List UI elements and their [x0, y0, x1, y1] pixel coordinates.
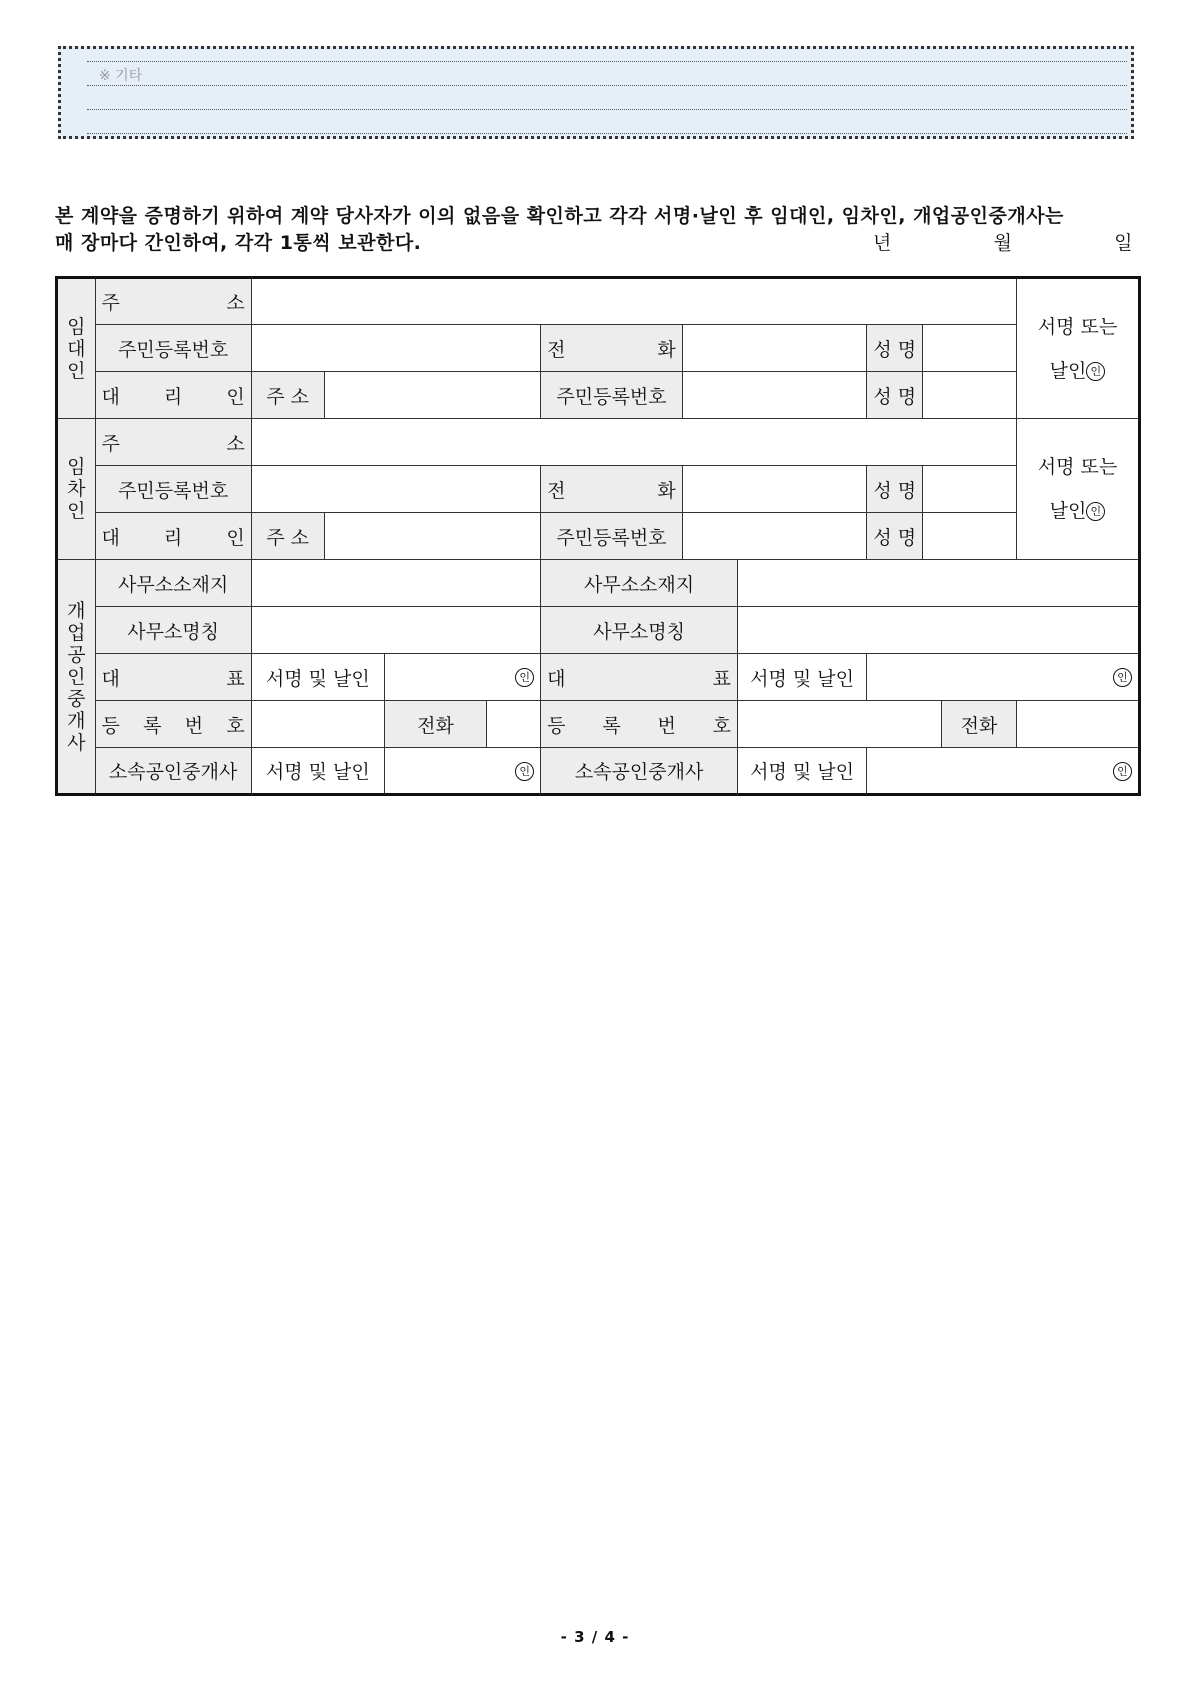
lessor-address-field[interactable] [251, 278, 1016, 325]
broker-section-label: 개 업 공 인 중 개 사 [57, 560, 96, 795]
broker-right-reg-no-field[interactable] [737, 701, 941, 748]
lessee-reg-field[interactable] [251, 466, 540, 513]
remarks-label: ※ 기타 [99, 68, 143, 84]
lessee-sign-cell[interactable] [1016, 419, 1139, 560]
lessee-reg-label: 주민등록번호 [95, 466, 251, 513]
lessor-sign-cell[interactable] [1016, 278, 1139, 419]
date-month-label: 월 [993, 232, 1013, 254]
lessee-address-label: 주 소 [95, 419, 251, 466]
lessor-agent-name-label: 성 명 [867, 372, 923, 419]
remarks-line [87, 109, 1127, 110]
lessee-section-label: 임 차 인 [57, 419, 96, 560]
lessor-agent-name-field[interactable] [923, 372, 1017, 419]
broker-left-reg-no-label: 등 록 번 호 [95, 701, 251, 748]
broker-left-office-location-field[interactable] [251, 560, 540, 607]
broker-right-office-location-field[interactable] [737, 560, 1139, 607]
lessor-agent-reg-field[interactable] [682, 372, 866, 419]
broker-left-affiliated-sign-label: 서명 및 날인 [251, 748, 384, 795]
lessee-agent-label: 대 리 인 [95, 513, 251, 560]
signature-table [55, 276, 1141, 796]
seal-icon: 인 [1113, 762, 1132, 781]
lessor-reg-label: 주민등록번호 [95, 325, 251, 372]
lessee-address-field[interactable] [251, 419, 1016, 466]
date-year-label: 년 [873, 232, 892, 254]
lessor-phone-field[interactable] [682, 325, 866, 372]
broker-left-affiliated-sign-field[interactable] [384, 748, 540, 795]
lessee-agent-reg-field[interactable] [682, 513, 866, 560]
lessor-agent-addr-field[interactable] [324, 372, 541, 419]
remarks-line [87, 133, 1127, 134]
remarks-field-1[interactable] [87, 87, 1127, 109]
remarks-line [87, 61, 1127, 62]
contract-date[interactable] [873, 230, 1139, 257]
broker-right-office-name-label: 사무소명칭 [541, 607, 738, 654]
lessee-sign-label-2: 날인 인 [1023, 489, 1132, 533]
lessee-agent-name-field[interactable] [923, 513, 1017, 560]
broker-right-affiliated-sign-field[interactable] [867, 748, 1140, 795]
lessor-name-label: 성 명 [867, 325, 923, 372]
lessor-reg-field[interactable] [251, 325, 540, 372]
broker-left-office-location-label: 사무소소재지 [95, 560, 251, 607]
seal-icon: 인 [515, 668, 534, 687]
lessor-name-field[interactable] [923, 325, 1017, 372]
broker-left-office-name-field[interactable] [251, 607, 540, 654]
lessee-name-field[interactable] [923, 466, 1017, 513]
lessor-address-label: 주 소 [95, 278, 251, 325]
broker-right-phone-label: 전화 [942, 701, 1017, 748]
lessor-sign-label-2: 날인 인 [1023, 349, 1132, 393]
lessee-sign-label-1: 서명 또는 [1037, 456, 1118, 478]
lessee-agent-reg-label: 주민등록번호 [541, 513, 683, 560]
lessee-phone-label: 전 화 [541, 466, 683, 513]
contract-statement [55, 203, 1139, 257]
lessee-name-label: 성 명 [867, 466, 923, 513]
broker-right-affiliated-sign-label: 서명 및 날인 [737, 748, 866, 795]
broker-left-rep-label: 대 표 [95, 654, 251, 701]
lessor-sign-label-1: 서명 또는 [1037, 315, 1118, 338]
statement-line-1: 본 계약을 증명하기 위하여 계약 당사자가 이의 없음을 확인하고 각각 서명·날인 후 임대인, 임차인, 개업공인중개사는 [55, 205, 1064, 227]
statement-line-2: 매 장마다 간인하여, 각각 1통씩 보관한다. [55, 232, 422, 254]
broker-right-sign-label: 서명 및 날인 [737, 654, 866, 701]
lessee-agent-addr-label: 주 소 [251, 513, 324, 560]
broker-right-rep-label: 대 표 [541, 654, 738, 701]
broker-right-office-location-label: 사무소소재지 [541, 560, 738, 607]
seal-icon: 인 [1086, 362, 1105, 381]
broker-left-phone-field[interactable] [487, 701, 541, 748]
broker-left-sign-label: 서명 및 날인 [251, 654, 384, 701]
broker-right-office-name-field[interactable] [737, 607, 1139, 654]
lessor-phone-label: 전 화 [541, 325, 683, 372]
seal-icon: 인 [515, 762, 534, 781]
page-number: - 3 / 4 - [560, 1628, 630, 1646]
remarks-line [87, 85, 1127, 86]
lessor-agent-reg-label: 주민등록번호 [541, 372, 683, 419]
remarks-box [58, 46, 1134, 139]
lessor-agent-label: 대 리 인 [95, 372, 251, 419]
broker-left-office-name-label: 사무소명칭 [95, 607, 251, 654]
broker-right-reg-no-label: 등 록 번 호 [541, 701, 738, 748]
lessee-agent-name-label: 성 명 [867, 513, 923, 560]
broker-left-reg-no-field[interactable] [251, 701, 384, 748]
broker-left-rep-sign-field[interactable] [384, 654, 540, 701]
lessor-agent-addr-label: 주 소 [251, 372, 324, 419]
lessee-agent-addr-field[interactable] [324, 513, 541, 560]
lessor-section-label: 임 대 인 [57, 278, 96, 419]
remarks-field-2[interactable] [87, 111, 1127, 133]
broker-right-affiliated-label: 소속공인중개사 [541, 748, 738, 795]
broker-right-phone-field[interactable] [1016, 701, 1139, 748]
seal-icon: 인 [1113, 668, 1132, 687]
seal-icon: 인 [1086, 502, 1105, 521]
broker-right-rep-sign-field[interactable] [867, 654, 1140, 701]
broker-left-phone-label: 전화 [384, 701, 486, 748]
date-day-label: 일 [1114, 232, 1133, 254]
broker-left-affiliated-label: 소속공인중개사 [95, 748, 251, 795]
lessee-phone-field[interactable] [682, 466, 866, 513]
